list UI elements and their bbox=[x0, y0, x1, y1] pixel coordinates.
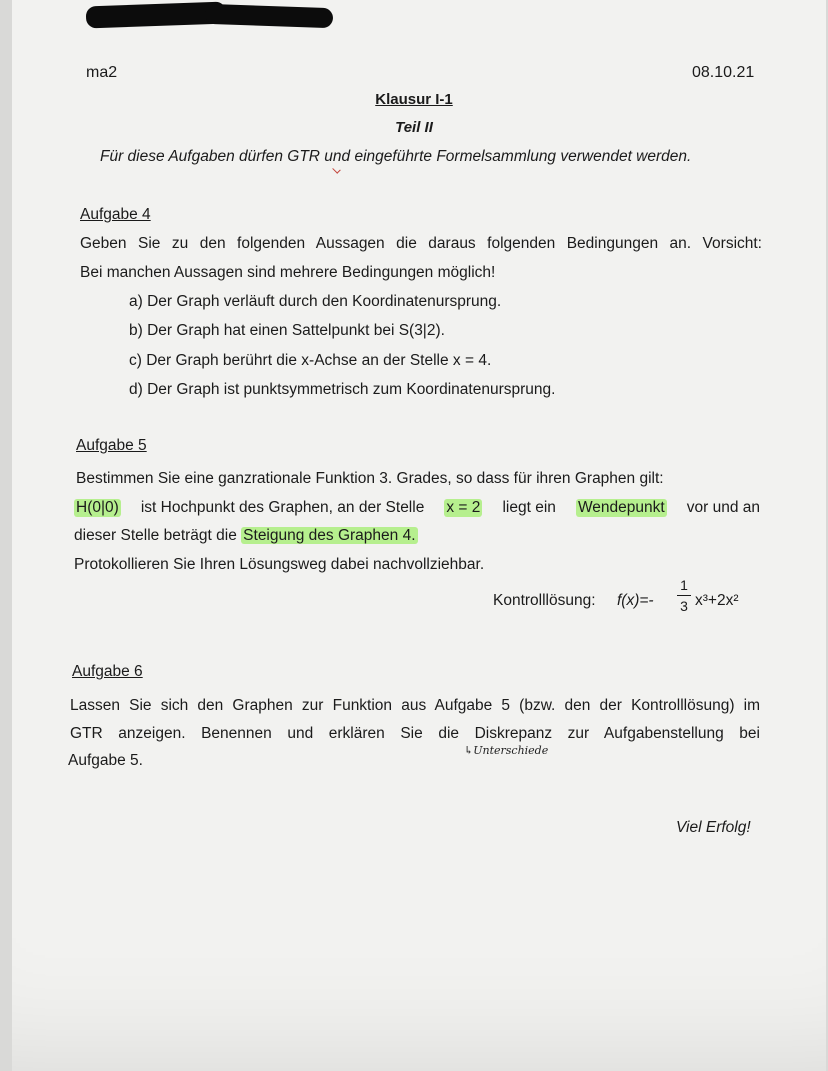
task5-text-line3: dieser Stelle beträgt die Steigung des Graphen 4. bbox=[74, 527, 416, 544]
handwritten-note: ↳Unterschiede bbox=[464, 744, 549, 757]
task6-text-line2: GTR anzeigen. Benennen und erklären Sie die Diskrepanz zur Aufgabenstellung bei bbox=[70, 725, 760, 742]
task6-text-line3: Aufgabe 5. bbox=[68, 752, 143, 769]
task4-item-b: b) Der Graph hat einen Sattelpunkt bei S(3|2). bbox=[129, 322, 445, 339]
task5-text-line1: Bestimmen Sie eine ganzrationale Funktion 3. Grades, so dass für ihren Graphen gilt: bbox=[76, 470, 664, 487]
course-code: ma2 bbox=[86, 64, 118, 81]
task5-text-line4: Protokollieren Sie Ihren Lösungsweg dabei nachvollziehbar. bbox=[74, 556, 485, 573]
highlight-stelle: x = 2 bbox=[446, 499, 481, 516]
highlight-wendepunkt: Wendepunkt bbox=[577, 499, 665, 516]
task4-item-c: c) Der Graph berührt die x-Achse an der Stelle x = 4. bbox=[129, 352, 492, 369]
task5-heading: Aufgabe 5 bbox=[76, 437, 147, 454]
task4-item-a: a) Der Graph verläuft durch den Koordinatenursprung. bbox=[129, 293, 502, 310]
allowed-tools-note: Für diese Aufgaben dürfen GTR und eingeführte Formelsammlung verwendet werden. bbox=[100, 148, 692, 165]
task4-text-line1: Geben Sie zu den folgenden Aussagen die daraus folgenden Bedingungen an. Vorsicht: bbox=[80, 235, 762, 252]
highlight-steigung: Steigung des Graphen 4. bbox=[243, 527, 416, 544]
task4-text-line2: Bei manchen Aussagen sind mehrere Bedingungen möglich! bbox=[80, 264, 496, 281]
closing-remark: Viel Erfolg! bbox=[676, 819, 751, 836]
formula-fraction: 1 3 bbox=[677, 576, 691, 615]
task6-heading: Aufgabe 6 bbox=[72, 663, 143, 680]
control-solution-label: Kontrolllösung: bbox=[493, 592, 596, 609]
formula-lhs: f(x)=- bbox=[617, 592, 654, 609]
highlight-hochpunkt: H(0|0) bbox=[76, 499, 119, 516]
task5-text-line2: H(0|0) ist Hochpunkt des Graphen, an der Stelle x = 2 liegt ein Wendepunkt vor und an bbox=[76, 499, 760, 516]
exam-part: Teil II bbox=[395, 119, 433, 136]
exam-title: Klausur I-1 bbox=[375, 91, 453, 108]
task4-heading: Aufgabe 4 bbox=[80, 206, 151, 223]
task4-item-d: d) Der Graph ist punktsymmetrisch zum Koordinatenursprung. bbox=[129, 381, 556, 398]
exam-date: 08.10.21 bbox=[692, 64, 755, 81]
task6-text-line1: Lassen Sie sich den Graphen zur Funktion aus Aufgabe 5 (bzw. den der Kontrolllösung) im bbox=[70, 697, 760, 714]
formula-rest: x³+2x² bbox=[695, 592, 739, 609]
